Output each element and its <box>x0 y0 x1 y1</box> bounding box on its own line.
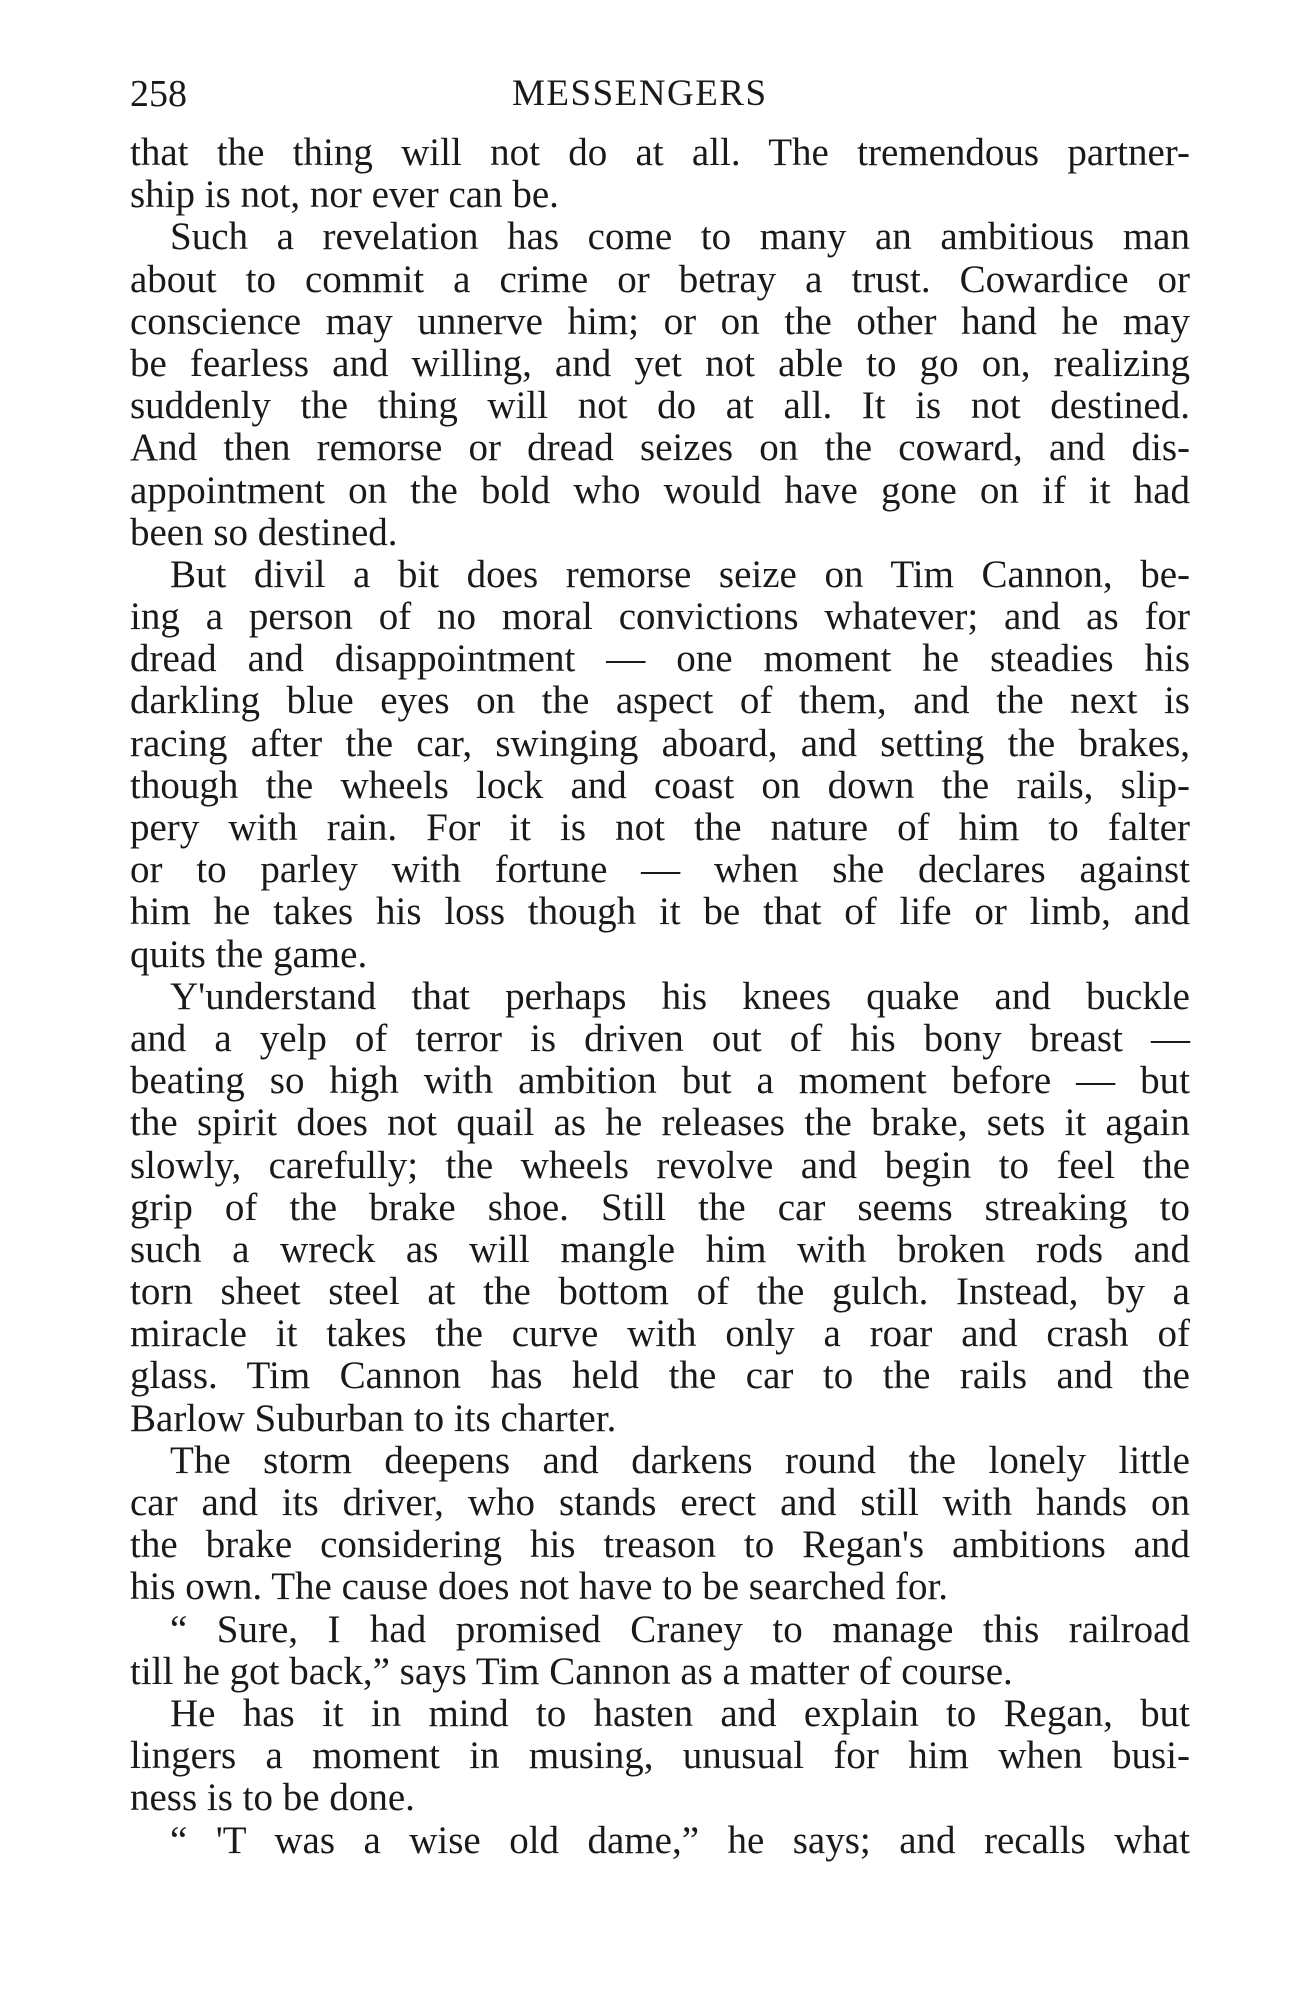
text-line: the spirit does not quail as he releases the brake, sets it again <box>130 1101 1190 1145</box>
text-line: his own. The cause does not have to be searched for. <box>130 1565 949 1609</box>
text-line: torn sheet steel at the bottom of the gulch. Instead, by a <box>130 1270 1190 1314</box>
text-line: He has it in mind to hasten and explain to Regan, but <box>170 1691 1190 1735</box>
text-line: lingers a moment in musing, unusual for him when busi- <box>130 1734 1190 1778</box>
text-line: glass. Tim Cannon has held the car to the rails and the <box>130 1354 1190 1398</box>
text-line: ness is to be done. <box>130 1776 415 1820</box>
text-line: that the thing will not do at all. The tremendous partner- <box>130 131 1190 174</box>
text-line: But divil a bit does remorse seize on Tim Cannon, be- <box>170 552 1190 596</box>
text-line: grip of the brake shoe. Still the car seems streaking to <box>130 1185 1190 1229</box>
text-line: or to parley with fortune — when she declares against <box>130 848 1190 892</box>
text-line: ing a person of no moral convictions whatever; and as for <box>130 595 1190 639</box>
text-line: be fearless and willing, and yet not able to go on, realizing <box>130 341 1190 385</box>
text-line: quits the game. <box>130 932 368 976</box>
text-line: such a wreck as will mangle him with broken rods and <box>130 1227 1190 1271</box>
text-line: the brake considering his treason to Regan's ambitions and <box>130 1523 1190 1567</box>
book-page <box>130 62 1190 1862</box>
text-line: racing after the car, swinging aboard, and setting the brakes, <box>130 721 1190 765</box>
text-line: till he got back,” says Tim Cannon as a matter of course. <box>130 1649 1013 1693</box>
text-line: been so destined. <box>130 510 398 554</box>
text-line: slowly, carefully; the wheels revolve and begin to feel the <box>130 1143 1190 1187</box>
page-number: 258 <box>130 73 187 115</box>
text-line: “ 'T was a wise old dame,” he says; and recalls what <box>170 1818 1190 1862</box>
text-line: conscience may unnerve him; or on the other hand he may <box>130 299 1190 343</box>
text-line: appointment on the bold who would have gone on if it had <box>130 468 1190 512</box>
body-text <box>130 132 1190 1862</box>
text-line: though the wheels lock and coast on down the rails, slip- <box>130 763 1190 807</box>
text-line: And then remorse or dread seizes on the coward, and dis- <box>130 426 1190 470</box>
text-line: miracle it takes the curve with only a roar and crash of <box>130 1312 1190 1356</box>
text-line: about to commit a crime or betray a trust. Cowardice or <box>130 257 1190 301</box>
running-title: MESSENGERS <box>512 73 768 114</box>
text-line: Such a revelation has come to many an ambitious man <box>170 215 1190 259</box>
text-line: dread and disappointment — one moment he steadies his <box>130 637 1190 681</box>
text-line: beating so high with ambition but a moment before — but <box>130 1059 1190 1103</box>
text-line: pery with rain. For it is not the nature of him to falter <box>130 806 1190 849</box>
text-line: and a yelp of terror is driven out of his bony breast — <box>130 1016 1190 1060</box>
text-line: darkling blue eyes on the aspect of them, and the next is <box>130 679 1190 723</box>
text-line: The storm deepens and darkens round the lonely little <box>170 1438 1190 1482</box>
text-line: Barlow Suburban to its charter. <box>130 1396 617 1440</box>
text-line: “ Sure, I had promised Craney to manage this railroad <box>170 1607 1190 1651</box>
text-line: suddenly the thing will not do at all. It is not destined. <box>130 384 1190 428</box>
text-line: Y'understand that perhaps his knees quake and buckle <box>170 974 1190 1018</box>
text-line: ship is not, nor ever can be. <box>130 173 559 217</box>
running-head <box>130 62 1190 122</box>
text-line: car and its driver, who stands erect and still with hands on <box>130 1481 1190 1524</box>
text-line: him he takes his loss though it be that of life or limb, and <box>130 890 1190 934</box>
